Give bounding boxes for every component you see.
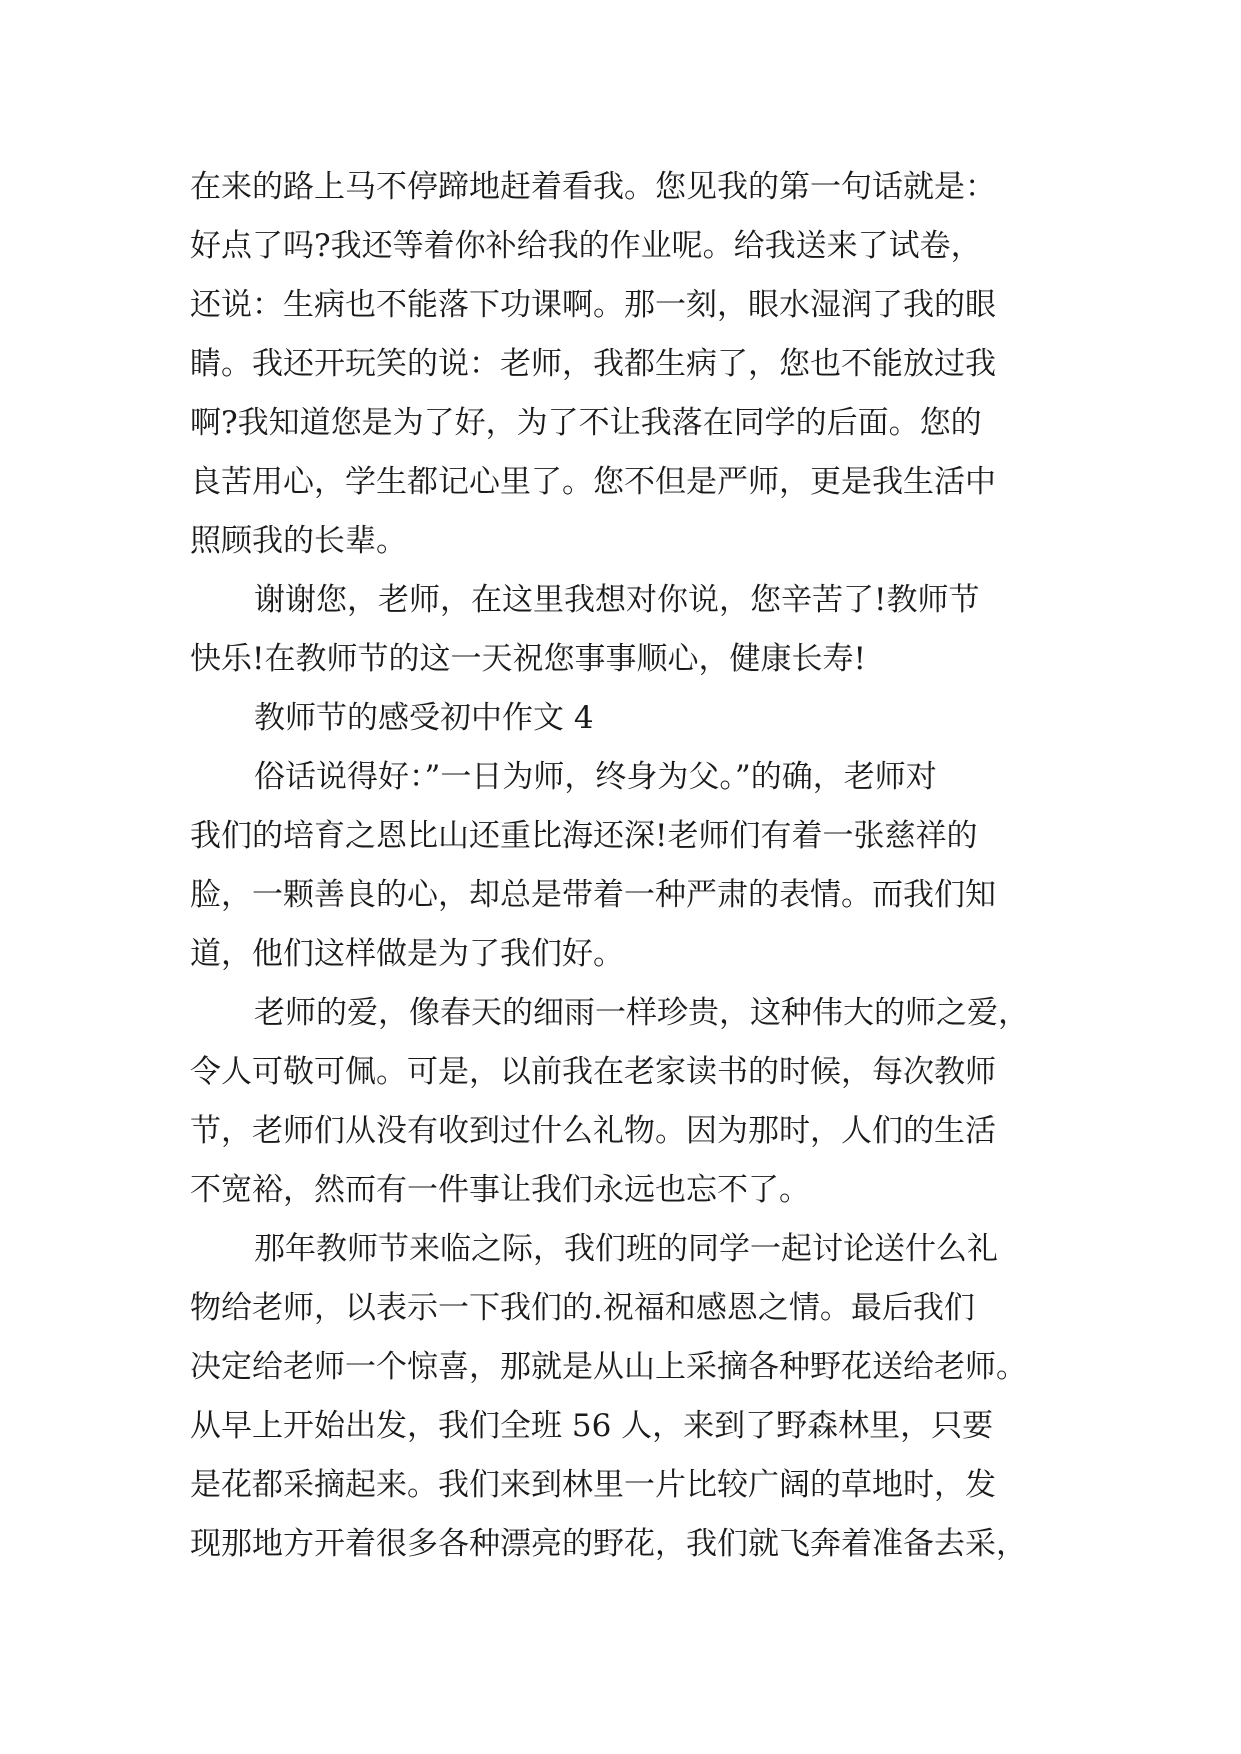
text-line: 脸，一颗善良的心，却总是带着一种严肃的表情。而我们知 — [190, 877, 996, 913]
text-line: 啊?我知道您是为了好，为了不让我落在同学的后面。您的 — [190, 405, 982, 441]
text-line: 现那地方开着很多各种漂亮的野花，我们就飞奔着准备去采， — [190, 1526, 1027, 1562]
text-line: 还说：生病也不能落下功课啊。那一刻，眼水湿润了我的眼 — [190, 287, 996, 323]
text-line: 良苦用心，学生都记心里了。您不但是严师，更是我生活中 — [190, 464, 996, 500]
text-line: 好点了吗?我还等着你补给我的作业呢。给我送来了试卷， — [190, 228, 982, 264]
text-line: 从早上开始出发，我们全班 56 人，来到了野森林里，只要 — [190, 1408, 994, 1444]
text-line: 道，他们这样做是为了我们好。 — [190, 936, 624, 972]
text-line: 俗话说得好：”一日为师，终身为父。”的确，老师对 — [254, 759, 937, 795]
text-line: 睛。我还开玩笑的说：老师，我都生病了，您也不能放过我 — [190, 346, 996, 382]
text-line: 我们的培育之恩比山还重比海还深!老师们有着一张慈祥的 — [190, 818, 978, 854]
text-line: 决定给老师一个惊喜，那就是从山上采摘各种野花送给老师。 — [190, 1349, 1027, 1385]
text-line: 不宽裕，然而有一件事让我们永远也忘不了。 — [190, 1172, 810, 1208]
text-line: 照顾我的长辈。 — [190, 523, 407, 559]
text-line: 老师的爱，像春天的细雨一样珍贵，这种伟大的师之爱， — [254, 995, 1029, 1031]
document-body — [190, 158, 1060, 1574]
text-line: 物给老师，以表示一下我们的.祝福和感恩之情。最后我们 — [190, 1290, 975, 1326]
text-line: 在来的路上马不停蹄地赶着看我。您见我的第一句话就是： — [190, 169, 996, 205]
text-line: 那年教师节来临之际，我们班的同学一起讨论送什么礼 — [254, 1231, 998, 1267]
text-line: 令人可敬可佩。可是，以前我在老家读书的时候，每次教师 — [190, 1054, 996, 1090]
text-line: 快乐!在教师节的这一天祝您事事顺心，健康长寿! — [190, 641, 866, 677]
text-line: 是花都采摘起来。我们来到林里一片比较广阔的草地时，发 — [190, 1467, 996, 1503]
text-line: 谢谢您，老师，在这里我想对你说，您辛苦了!教师节 — [254, 582, 980, 618]
text-line: 节，老师们从没有收到过什么礼物。因为那时，人们的生活 — [190, 1113, 996, 1149]
section-heading: 教师节的感受初中作文 4 — [254, 700, 594, 736]
